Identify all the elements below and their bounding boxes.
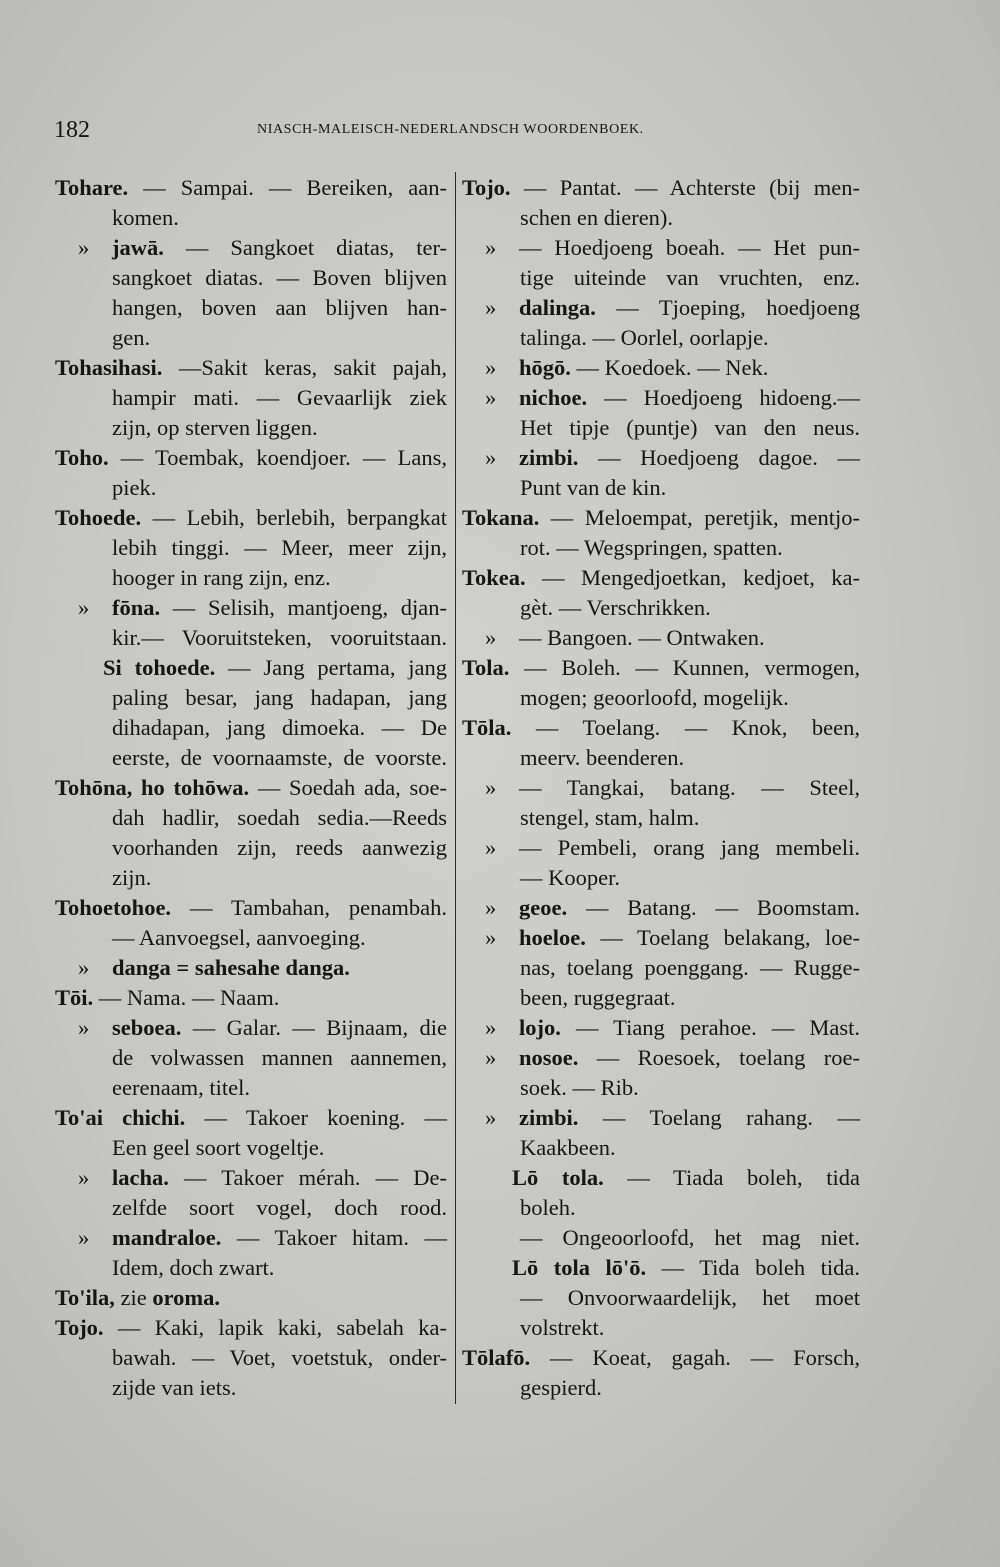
sub-entry-marker: » [78,1015,90,1040]
definition-text: — Pantat. — Achterste (bij men- [510,175,860,200]
definition-text: — Kaki, lapik kaki, sabelah ka- [103,1315,447,1340]
entry-line [520,743,860,773]
headword: Tokana. [462,505,540,530]
definition-text: — Tiada boleh, tida [603,1165,860,1190]
definition-text: — Aanvoegsel, aanvoeging. [112,925,366,950]
definition-text: Een geel soort vogeltje. [112,1135,325,1160]
entry-line [485,353,860,383]
definition-text: — Takoer mérah. — De- [168,1165,447,1190]
entry-line [112,1133,447,1163]
entry-line [55,173,447,203]
entry-line [520,203,860,233]
definition-text: Idem, doch zwart. [112,1255,275,1280]
entry-line [78,233,447,263]
sub-entry-marker: » [485,925,497,950]
entry-line [520,1223,860,1253]
headword: dalinga. [519,295,596,320]
headword: To'ai chichi. [55,1105,186,1130]
definition-text: — Mengedjoetkan, kedjoet, ka- [525,565,860,590]
definition-text: gespierd. [520,1375,602,1400]
headword: oroma. [152,1285,221,1310]
definition-text: — Tangkai, batang. — Steel, [519,775,860,800]
definition-text: hooger in rang zijn, enz. [112,565,331,590]
entry-line [112,413,447,443]
sub-entry-marker: » [485,1105,497,1130]
entry-line [520,1313,860,1343]
entry-line [520,473,860,503]
definition-text: voorhanden zijn, reeds aanwezig [112,835,447,860]
headword: mandraloe. [112,1225,222,1250]
entry-line [78,953,447,983]
entry-line [485,233,860,263]
definition-text: talinga. — Oorlel, oorlapje. [520,325,769,350]
definition-text: — Meloempat, peretjik, mentjo- [539,505,860,530]
definition-text: zijn. [112,865,152,890]
column-divider [455,172,456,1404]
headword: jawā. [112,235,164,260]
entry-line [55,773,447,803]
entry-line [112,1253,447,1283]
definition-text: eerste, de voornaamste, de voorste. [112,745,447,770]
entry-line [112,1073,447,1103]
entry-line [485,893,860,923]
entry-line [485,1013,860,1043]
headword: seboea. [112,1015,182,1040]
definition-text: meerv. beenderen. [520,745,685,770]
headword: Tojo. [55,1315,104,1340]
definition-text: volstrekt. [520,1315,605,1340]
definition-text: — Galar. — Bijnaam, die [181,1015,447,1040]
entry-line [520,983,860,1013]
definition-text: — Nama. — Naam. [93,985,280,1010]
entry-line [520,1283,860,1313]
entry-line [512,1253,860,1283]
entry-line [78,1163,447,1193]
sub-entry-marker: » [485,895,497,920]
entry-line [520,1373,860,1403]
page-number: 182 [54,117,90,143]
sub-entry-marker: » [485,775,497,800]
definition-text: — Hoedjoeng dagoe. — [578,445,860,470]
sub-entry-marker: » [485,355,497,380]
definition-text: — Sampai. — Bereiken, aan- [128,175,447,200]
entry-line [462,173,860,203]
entry-line [112,623,447,653]
definition-text: — Toembak, koendjoer. — Lans, [108,445,447,470]
definition-text: — Batang. — Boomstam. [567,895,860,920]
headword: Tohare. [55,175,129,200]
left-column [55,173,447,1403]
entry-line [55,893,447,923]
definition-text: hampir mati. — Gevaarlijk ziek [112,385,447,410]
entry-line [520,533,860,563]
definition-text: sangkoet diatas. — Boven blijven [112,265,447,290]
entry-line [520,1073,860,1103]
headword: nichoe. [519,385,588,410]
definition-text: soek. — Rib. [520,1075,639,1100]
headword: Toho. [55,445,109,470]
entry-line [112,473,447,503]
headword: Tohoede. [55,505,142,530]
entry-line [462,653,860,683]
entry-line [112,863,447,893]
entry-line [112,1193,447,1223]
headword: danga = sahesahe danga. [112,955,350,980]
entry-line [55,1283,447,1313]
headword: Si tohoede. [103,655,216,680]
definition-text: stengel, stam, halm. [520,805,700,830]
definition-text: — Boleh. — Kunnen, vermogen, [509,655,860,680]
definition-text: — Kooper. [520,865,620,890]
entry-line [462,713,860,743]
entry-line [520,953,860,983]
sub-entry-marker: » [78,1225,90,1250]
definition-text: — Koeat, gagah. — Forsch, [530,1345,860,1370]
entry-line [78,1223,447,1253]
entry-line [520,413,860,443]
entry-line [55,353,447,383]
definition-text: — Toelang. — Knok, been, [511,715,860,740]
definition-text: komen. [112,205,179,230]
definition-text: Het tipje (puntje) van den neus. [520,415,860,440]
definition-text: — Lebih, berlebih, berpangkat [141,505,447,530]
entry-line [78,593,447,623]
entry-line [485,293,860,323]
headword: hoeloe. [519,925,586,950]
definition-text: — Selisih, mantjoeng, djan- [160,595,447,620]
entry-line [462,503,860,533]
entry-line [55,443,447,473]
entry-line [112,803,447,833]
entry-line [462,563,860,593]
sub-entry-marker: » [485,835,497,860]
definition-text: bawah. — Voet, voetstuk, onder- [112,1345,447,1370]
definition-text: — Ongeoorloofd, het mag niet. [520,1225,860,1250]
definition-text: — Soedah ada, soe- [249,775,447,800]
right-column [462,173,860,1403]
definition-text: been, ruggegraat. [520,985,676,1010]
definition-text: — Tjoeping, hoedjoeng [595,295,860,320]
sub-entry-marker: » [485,445,497,470]
definition-text: — Jang pertama, jang [215,655,448,680]
sub-entry-marker: » [485,235,497,260]
sub-entry-marker: » [78,1165,90,1190]
definition-text: zelfde soort vogel, doch rood. [112,1195,447,1220]
definition-text: — Tida boleh tida. [646,1255,860,1280]
entry-line [520,1193,860,1223]
entry-line [520,1133,860,1163]
definition-text: — Pembeli, orang jang membeli. [519,835,860,860]
headword: Tohoetohoe. [55,895,172,920]
definition-text: gèt. — Verschrikken. [520,595,711,620]
headword: To'ila, [55,1285,115,1310]
sub-entry-marker: » [485,295,497,320]
definition-text: —Sakit keras, sakit pajah, [162,355,447,380]
entry-line [112,263,447,293]
definition-text: paling besar, jang hadapan, jang [112,685,447,710]
definition-text: zijn, op sterven liggen. [112,415,318,440]
headword: Tohōna, ho tohōwa. [55,775,250,800]
entry-line [112,743,447,773]
headword: zimbi. [519,445,579,470]
definition-text: — Hoedjoeng hidoeng.— [587,385,860,410]
running-title: NIASCH-MALEISCH-NEDERLANDSCH WOORDENBOEK. [257,122,644,137]
definition-text: rot. — Wegspringen, spatten. [520,535,783,560]
definition-text: Kaakbeen. [520,1135,616,1160]
entry-line [485,773,860,803]
entry-line [485,833,860,863]
definition-text: — Koedoek. — Nek. [570,355,769,380]
entry-line [112,713,447,743]
headword: nosoe. [519,1045,579,1070]
headword: lacha. [112,1165,169,1190]
headword: Tōla. [462,715,512,740]
entry-line [112,1043,447,1073]
headword: hōgō. [519,355,571,380]
headword: zimbi. [519,1105,579,1130]
sub-entry-marker: » [485,385,497,410]
definition-text: dihadapan, jang dimoeka. — De [112,715,447,740]
sub-entry-marker: » [485,1015,497,1040]
headword: Tōi. [55,985,94,1010]
entry-line [55,983,447,1013]
entry-line [462,1343,860,1373]
sub-entry-marker: » [485,625,497,650]
entry-line [485,383,860,413]
definition-text: dah hadlir, soedah sedia.—Reeds [112,805,447,830]
entry-line [55,1313,447,1343]
headword: geoe. [519,895,568,920]
sub-entry-marker: » [78,955,90,980]
entry-line [485,1043,860,1073]
sub-entry-marker: » [485,1045,497,1070]
definition-text: — Hoedjoeng boeah. — Het pun- [519,235,860,260]
entry-line [520,263,860,293]
definition-text: — Takoer koening. — [185,1105,447,1130]
definition-text: gen. [112,325,151,350]
entry-line [485,443,860,473]
entry-line [520,593,860,623]
definition-text: — Tiang perahoe. — Mast. [560,1015,860,1040]
definition-text: lebih tinggi. — Meer, meer zijn, [112,535,447,560]
definition-text: — Tambahan, penambah. [171,895,447,920]
headword: lojo. [519,1015,561,1040]
entry-line [112,683,447,713]
sub-entry-marker: » [78,595,90,620]
entry-line [112,833,447,863]
sub-entry-marker: » [78,235,90,260]
definition-text: eerenaam, titel. [112,1075,251,1100]
headword: Tokea. [462,565,526,590]
entry-line [112,533,447,563]
entry-line [55,503,447,533]
definition-text: kir.— Vooruitsteken, vooruitstaan. [112,625,447,650]
definition-text: nas, toelang poenggang. — Rugge- [520,955,860,980]
entry-line [512,1163,860,1193]
entry-line [112,203,447,233]
entry-line [55,1103,447,1133]
definition-text: zijde van iets. [112,1375,237,1400]
headword: Tojo. [462,175,511,200]
entry-line [112,383,447,413]
definition-text: schen en dieren). [520,205,674,230]
definition-text: zie [114,1285,153,1310]
definition-text: de volwassen mannen aannemen, [112,1045,447,1070]
headword: Tōlafō. [462,1345,531,1370]
definition-text: — Toelang belakang, loe- [585,925,860,950]
entry-line [520,803,860,833]
entry-line [112,1343,447,1373]
headword: fōna. [112,595,161,620]
entry-line [112,323,447,353]
entry-line [485,623,860,653]
definition-text: — Bangoen. — Ontwaken. [519,625,765,650]
definition-text: Punt van de kin. [520,475,667,500]
headword: Tohasihasi. [55,355,163,380]
entry-line [112,923,447,953]
entry-line [485,1103,860,1133]
definition-text: hangen, boven aan blijven han- [112,295,447,320]
headword: Lō tola. [512,1165,604,1190]
entry-line [520,863,860,893]
entry-line [112,1373,447,1403]
definition-text: boleh. [520,1195,576,1220]
entry-line [112,563,447,593]
entry-line [485,923,860,953]
definition-text: — Takoer hitam. — [221,1225,447,1250]
definition-text: tige uiteinde van vruchten, enz. [520,265,860,290]
entry-line [112,293,447,323]
entry-line [520,683,860,713]
entry-line [520,323,860,353]
definition-text: — Onvoorwaardelijk, het moet [520,1285,860,1310]
definition-text: piek. [112,475,157,500]
definition-text: — Toelang rahang. — [578,1105,860,1130]
entry-line [78,1013,447,1043]
definition-text: mogen; geoorloofd, mogelijk. [520,685,789,710]
entry-line [103,653,447,683]
definition-text: — Sangkoet diatas, ter- [163,235,447,260]
headword: Tola. [462,655,510,680]
definition-text: — Roesoek, toelang roe- [578,1045,860,1070]
headword: Lō tola lō'ō. [512,1255,647,1280]
